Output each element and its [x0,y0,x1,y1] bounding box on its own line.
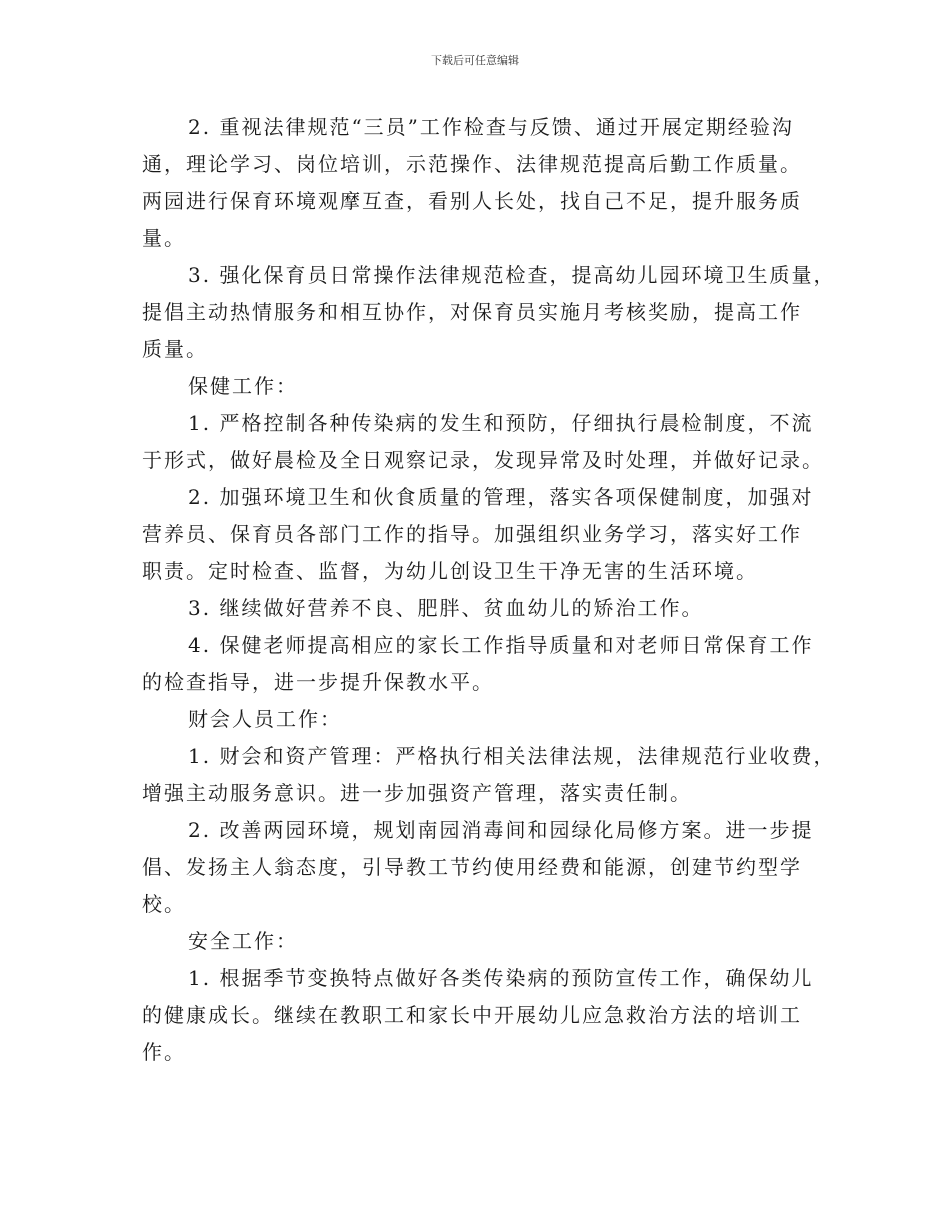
heading-text: 财会人员工作： [188,707,342,731]
text-line: 4. 保健老师提高相应的家长工作指导质量和对老师日常保育工作 [188,633,814,657]
paragraph-2 [142,257,836,368]
text-line: 两园进行保育环境观摩互查，看别人长处，找自己不足，提升服务质 [142,189,802,213]
text-line: 1. 严格控制各种传染病的发生和预防，仔细执行晨检制度，不流 [188,411,814,435]
paragraph-1 [142,109,822,257]
text-line: 的健康成长。继续在教职工和家长中开展幼儿应急救治方法的培训工 [142,1003,802,1027]
page-header: 下载后可任意编辑 [431,54,519,67]
text-line: 作。 [142,1040,186,1064]
section-heading-safety [142,923,822,960]
paragraph-9 [142,960,822,1071]
heading-text: 保健工作： [188,374,298,398]
heading-text: 安全工作： [188,929,298,953]
text-line: 职责。定时检查、监督，为幼儿创设卫生干净无害的生活环境。 [142,559,758,583]
section-heading-finance [142,701,822,738]
text-line: 提倡主动热情服务和相互协作，对保育员实施月考核奖励，提高工作 [142,300,802,324]
paragraph-3 [142,405,822,479]
text-line: 质量。 [142,337,208,361]
text-line: 1. 根据季节变换特点做好各类传染病的预防宣传工作，确保幼儿 [188,966,814,990]
text-line: 量。 [142,226,186,250]
paragraph-7 [142,738,836,812]
text-line: 的检查指导，进一步提升保教水平。 [142,670,494,694]
section-heading-healthcare [142,368,822,405]
text-line: 3. 继续做好营养不良、肥胖、贫血幼儿的矫治工作。 [188,596,704,620]
text-line: 于形式，做好晨检及全日观察记录，发现异常及时处理，并做好记录。 [142,448,824,472]
text-line: 2. 加强环境卫生和伙食质量的管理，落实各项保健制度，加强对 [188,485,814,509]
text-line: 倡、发扬主人翁态度，引导教工节约使用经费和能源，创建节约型学 [142,855,802,879]
paragraph-5 [142,590,822,627]
text-line: 增强主动服务意识。进一步加强资产管理，落实责任制。 [142,781,692,805]
document-body [142,109,836,1071]
text-line: 校。 [142,892,186,916]
paragraph-8 [142,812,822,923]
text-line: 通，理论学习、岗位培训，示范操作、法律规范提高后勤工作质量。 [142,152,802,176]
text-line: 2. 重视法律规范“三员”工作检查与反馈、通过开展定期经验沟 [188,115,794,139]
text-line: 2. 改善两园环境，规划南园消毒间和园绿化局修方案。进一步提 [188,818,814,842]
text-line: 3. 强化保育员日常操作法律规范检查，提高幼儿园环境卫生质量， [188,263,836,287]
paragraph-4 [142,479,822,590]
text-line: 1. 财会和资产管理：严格执行相关法律法规，法律规范行业收费， [188,744,836,768]
paragraph-6 [142,627,822,701]
text-line: 营养员、保育员各部门工作的指导。加强组织业务学习，落实好工作 [142,522,802,546]
